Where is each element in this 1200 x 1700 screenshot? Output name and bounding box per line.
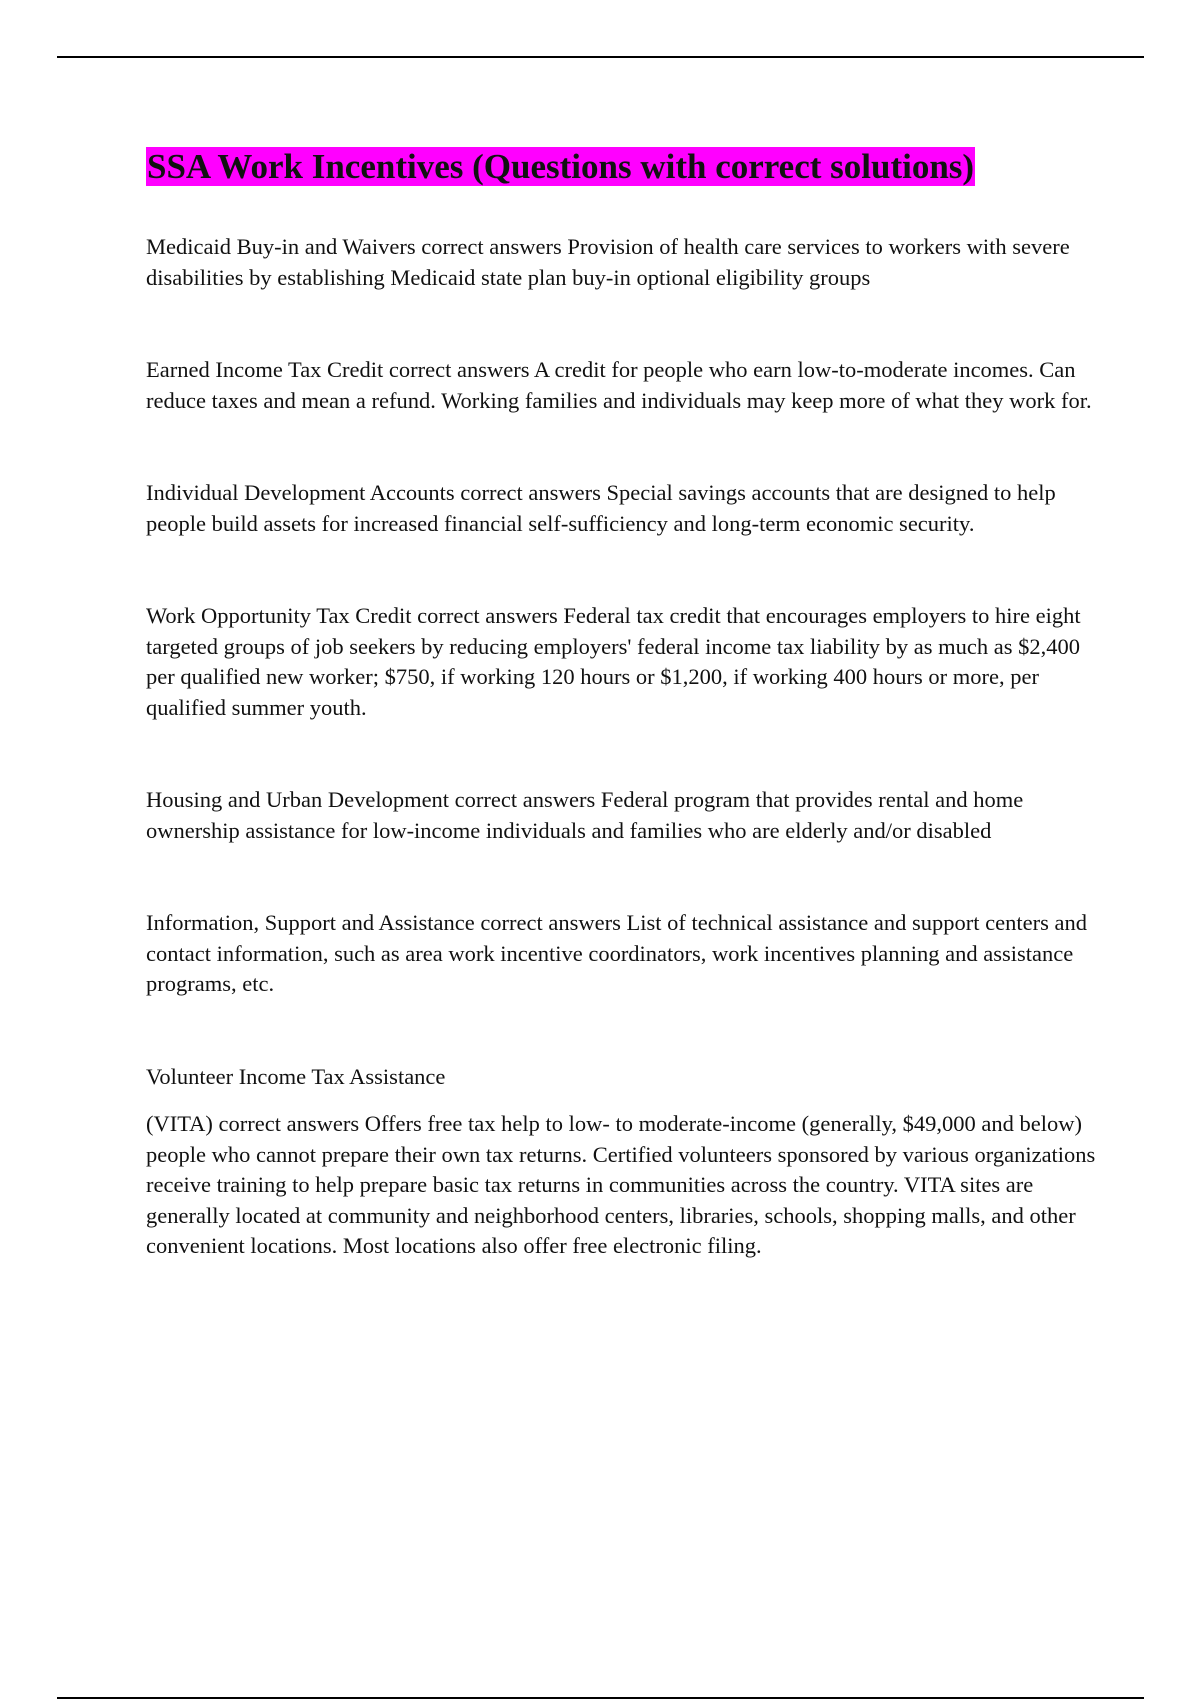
qa-work-opportunity-tax-credit: Work Opportunity Tax Credit correct answers Federal tax credit that encourages employers to hire eight targeted groups of job seekers by reducing employers' federal income tax liability by as much as $2,400 per qualified new worker; $750, if working 120 hours or $1,200, if working 400 hours or more, per qualified summer youth. bbox=[146, 603, 1081, 720]
title-highlight: SSA Work Incentives (Questions with correct solutions) bbox=[147, 147, 975, 186]
document-title bbox=[146, 146, 1096, 188]
qa-information-support-assistance: Information, Support and Assistance correct answers List of technical assistance and support centers and contact information, such as area work incentive coordinators, work incentives planning and assistance programs, etc. bbox=[146, 910, 1087, 996]
qa-housing-urban-development: Housing and Urban Development correct answers Federal program that provides rental and home ownership assistance for low-income individuals and families who are elderly and/or disabled bbox=[146, 787, 1024, 843]
bottom-divider bbox=[57, 1697, 1144, 1699]
qa-medicaid-buy-in: Medicaid Buy-in and Waivers correct answers Provision of health care services to workers with severe disabilities by establishing Medicaid state plan buy-in optional eligibility groups bbox=[146, 234, 1070, 290]
qa-earned-income-tax-credit: Earned Income Tax Credit correct answers A credit for people who earn low-to-moderate incomes. Can reduce taxes and mean a refund. Working families and individuals may keep more of what they work for. bbox=[146, 357, 1092, 413]
top-divider bbox=[57, 56, 1144, 58]
qa-individual-development-accounts: Individual Development Accounts correct answers Special savings accounts that are designed to help people build assets for increased financial self-sufficiency and long-term economic security. bbox=[146, 480, 1056, 536]
document-body bbox=[146, 146, 1096, 1262]
qa-vita-answer: (VITA) correct answers Offers free tax help to low- to moderate-income (generally, $49,000 and below) people who cannot prepare their own tax returns. Certified volunteers sponsored by various organizations receive training to help prepare basic tax returns in communities across the country. VITA sites are generally located at community and neighborhood centers, libraries, schools, shopping malls, and other convenient locations. Most locations also offer free electronic filing. bbox=[146, 1111, 1096, 1258]
qa-vita-heading: Volunteer Income Tax Assistance bbox=[146, 1063, 446, 1089]
